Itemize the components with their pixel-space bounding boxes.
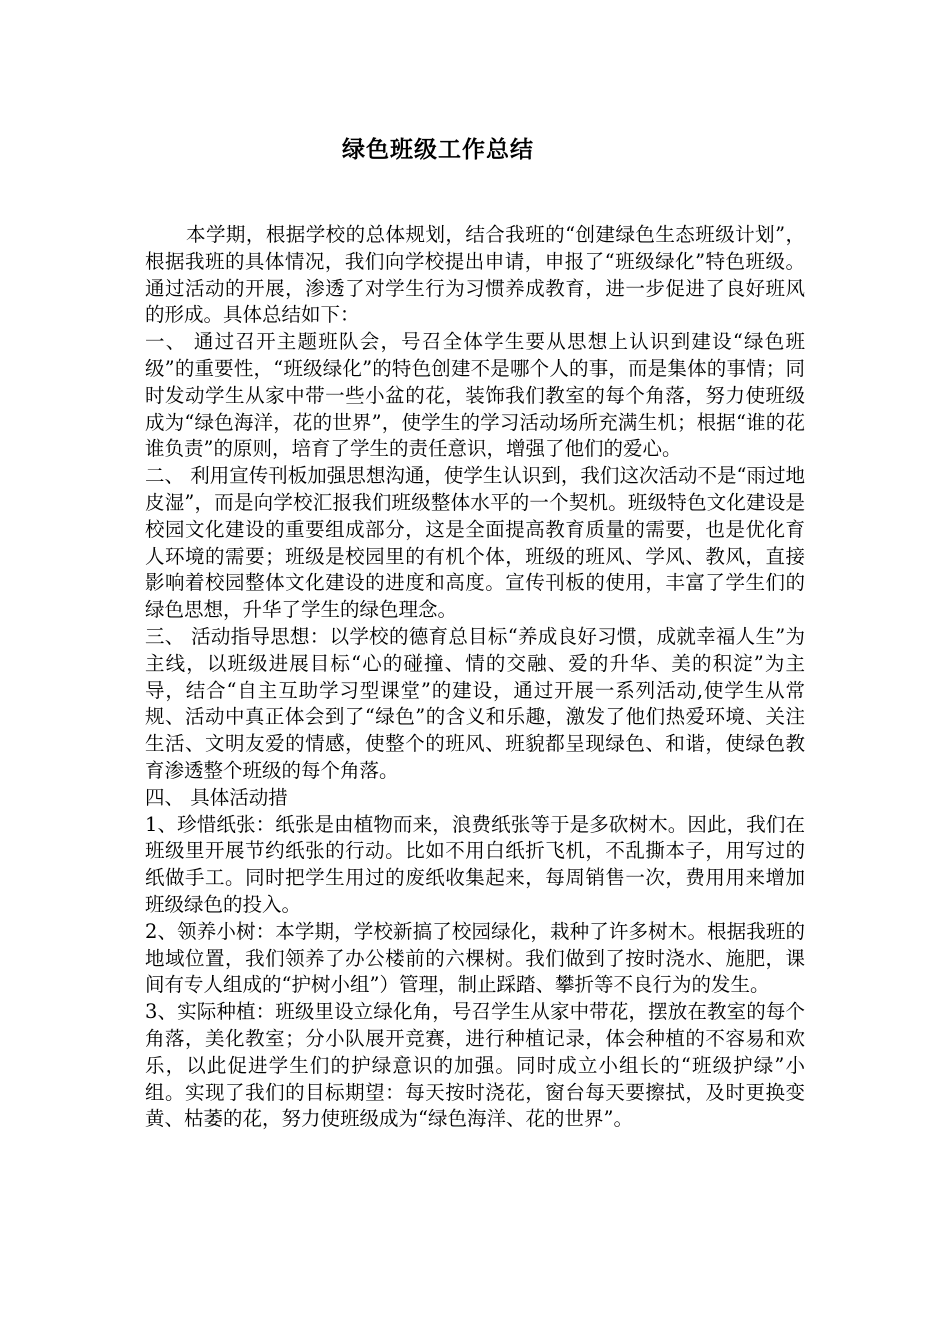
- section-one-paragraph: 一、 通过召开主题班队会，号召全体学生要从思想上认识到建设“绿色班级”的重要性，“班级绿化”的特色创建不是哪个人的事，而是集体的事情；同时发动学生从家中带一些小盆的花，装饰我们教室的每个角落，努力使班级成为“绿色海洋，花的世界”，使学生的学习活动场所充满生机；根据“谁的花谁负责”的原则，培育了学生的责任意识，增强了他们的爱心。: [145, 330, 805, 461]
- section-four-heading: 四、 具体活动措: [145, 785, 288, 809]
- document-title: 绿色班级工作总结: [342, 137, 534, 163]
- section-three-paragraph: 三、 活动指导思想：以学校的德育总目标“养成良好习惯，成就幸福人生”为主线，以班级进展目标“心的碰撞、情的交融、爱的升华、美的积淀”为主导，结合“自主互助学习型课堂”的建设，通过开展一系列活动,使学生从常规、活动中真正体会到了“绿色”的含义和乐趣，激发了他们热爱环境、关注生活、文明友爱的情感，使整个的班风、班貌都呈现绿色、和谐，使绿色教育渗透整个班级的每个角落。: [145, 624, 805, 782]
- section-two-paragraph: 二、 利用宣传刊板加强思想沟通，使学生认识到，我们这次活动不是“雨过地皮湿”，而是向学校汇报我们班级整体水平的一个契机。班级特色文化建设是校园文化建设的重要组成部分，这是全面提高教育质量的需要，也是优化育人环境的需要；班级是校园里的有机个体，班级的班风、学风、教风，直接影响着校园整体文化建设的进度和高度。宣传刊板的使用，丰富了学生们的绿色思想，升华了学生的绿色理念。: [145, 464, 805, 622]
- measure-one-paragraph: 1、珍惜纸张：纸张是由植物而来，浪费纸张等于是多砍树木。因此，我们在班级里开展节约纸张的行动。比如不用白纸折飞机，不乱撕本子，用写过的纸做手工。同时把学生用过的废纸收集起来，每周销售一次，费用用来增加班级绿色的投入。: [145, 812, 805, 916]
- intro-paragraph: 本学期，根据学校的总体规划，结合我班的“创建绿色生态班级计划”，根据我班的具体情况，我们向学校提出申请，申报了“班级绿化”特色班级。通过活动的开展，渗透了对学生行为习惯养成教育，进一步促进了良好班风的形成。具体总结如下：: [145, 223, 805, 327]
- measure-three-paragraph: 3、实际种植：班级里设立绿化角，号召学生从家中带花，摆放在教室的每个角落，美化教室；分小队展开竞赛，进行种植记录，体会种植的不容易和欢乐，以此促进学生们的护绿意识的加强。同时成立小组长的“班级护绿”小组。实现了我们的目标期望：每天按时浇花，窗台每天要擦拭，及时更换变黄、枯萎的花，努力使班级成为“绿色海洋、花的世界”。: [145, 1000, 805, 1131]
- measure-two-paragraph: 2、领养小树：本学期，学校新搞了校园绿化，栽种了许多树木。根据我班的地域位置，我们领养了办公楼前的六棵树。我们做到了按时浇水、施肥，课间有专人组成的“护树小组”）管理，制止踩踏、攀折等不良行为的发生。: [145, 919, 805, 997]
- document-body: [145, 222, 805, 1133]
